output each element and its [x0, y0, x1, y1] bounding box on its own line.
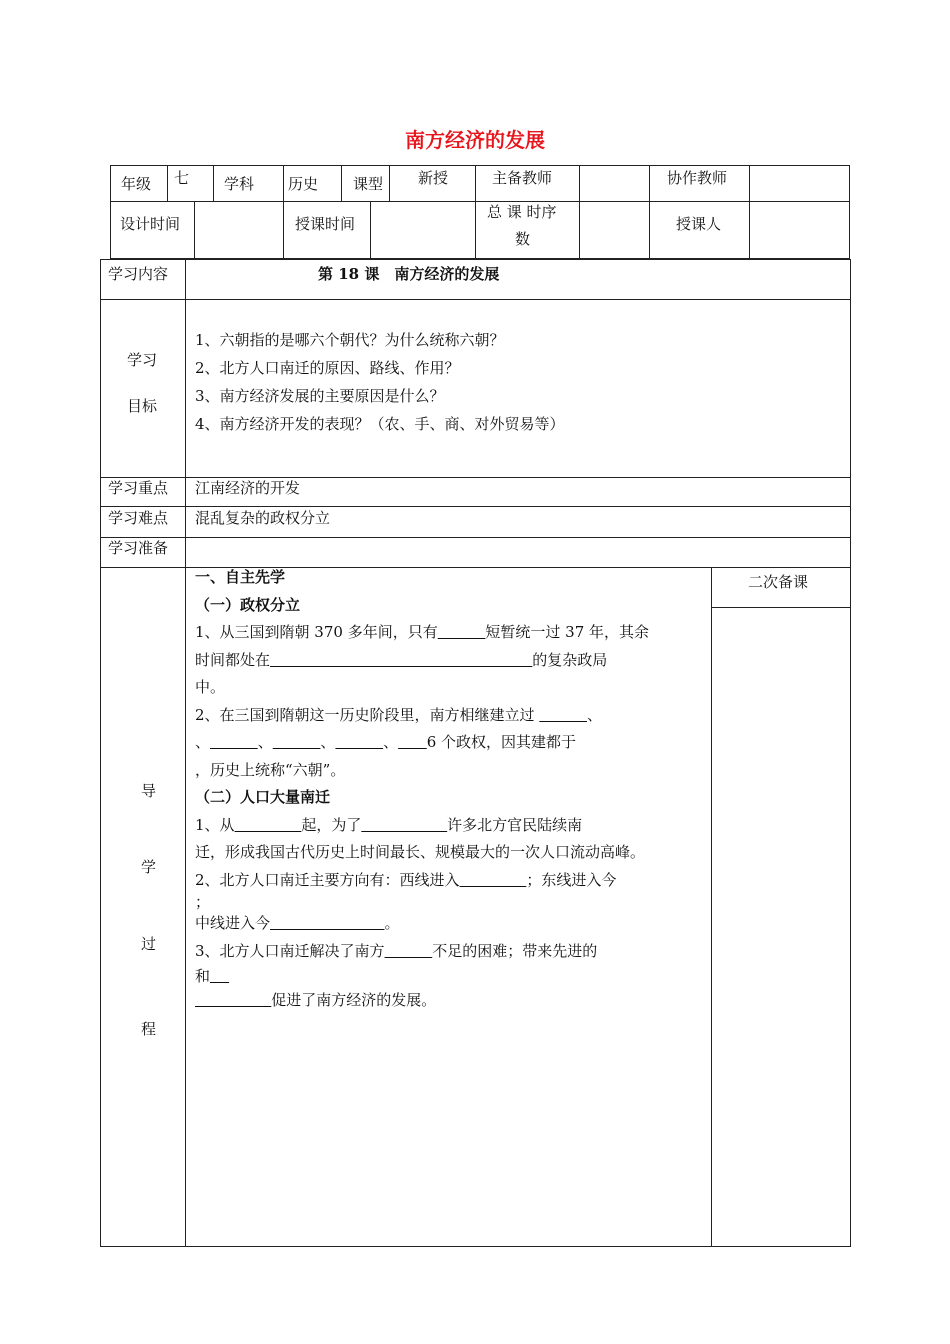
section-heading: 一、自主先学 — [195, 568, 286, 586]
teach-time-label: 授课时间 — [295, 215, 356, 233]
question-line: 2、在三国到隋朝这一历史阶段里，南方相继建立过 、 — [195, 705, 603, 724]
difficulty-value: 混乱复杂的政权分立 — [195, 509, 331, 527]
question-line: 1、从 起，为了 许多北方官民陆续南 — [195, 815, 583, 834]
answer-blank[interactable] — [273, 733, 321, 751]
goals-label-line2: 目标 — [127, 397, 158, 415]
process-label-char: 学 — [141, 858, 157, 876]
question-line: 2、北方人口南迁主要方向有：西线进入 ；东线进入今 — [195, 870, 617, 889]
process-label-char: 导 — [141, 782, 157, 800]
answer-blank[interactable] — [335, 733, 383, 751]
key-point-label: 学习重点 — [108, 479, 169, 497]
preparation-label: 学习准备 — [108, 539, 169, 557]
answer-blank[interactable] — [235, 816, 302, 834]
question-line: 迁，形成我国古代历史上时间最长、规模最大的一次人口流动高峰。 — [195, 843, 646, 861]
total-seq-label-line2: 数 — [515, 230, 531, 248]
content-label: 学习内容 — [108, 265, 169, 283]
main-teacher-label: 主备教师 — [492, 169, 553, 187]
second-prep-header: 二次备课 — [748, 573, 809, 591]
co-teacher-label: 协作教师 — [667, 169, 728, 187]
subject-value: 历史 — [288, 175, 319, 193]
goal-item: 4、南方经济开发的表现？（农、手、商、对外贸易等） — [195, 415, 565, 433]
answer-blank[interactable] — [210, 967, 229, 985]
key-point-value: 江南经济的开发 — [195, 479, 301, 497]
goal-item: 1、六朝指的是哪六个朝代？为什么统称六朝？ — [195, 331, 505, 349]
question-line: 和 — [195, 965, 705, 987]
lesson-type-label: 课型 — [353, 175, 384, 193]
answer-blank[interactable] — [385, 942, 433, 960]
lecturer-label: 授课人 — [676, 215, 722, 233]
answer-blank[interactable] — [438, 623, 486, 641]
question-line: 时间都处在 的复杂政局 — [195, 650, 608, 669]
answer-blank[interactable] — [210, 733, 258, 751]
question-line: ，历史上统称“六朝”。 — [195, 760, 346, 779]
question-line: 3、北方人口南迁解决了南方 不足的困难；带来先进的 — [195, 941, 598, 960]
process-label-char: 过 — [141, 935, 157, 953]
goals-label-line1: 学习 — [127, 351, 158, 369]
process-label-char: 程 — [141, 1020, 157, 1038]
grade-label: 年级 — [121, 175, 152, 193]
question-line: 1、从三国到隋朝 370 多年间，只有 短暂统一过 37 年，其余 — [195, 623, 650, 641]
question-line: 、 、 、 、 6 个政权，因其建都于 — [195, 733, 577, 751]
goal-item: 3、南方经济发展的主要原因是什么？ — [195, 387, 445, 405]
answer-blank[interactable] — [361, 816, 447, 834]
question-line: 中线进入今 。 — [195, 914, 400, 932]
header-table — [110, 165, 850, 259]
question-line: 中。 — [195, 678, 226, 696]
answer-blank[interactable] — [270, 914, 384, 932]
answer-blank[interactable] — [539, 706, 587, 724]
answer-blank[interactable] — [398, 733, 427, 751]
subject-label: 学科 — [224, 175, 255, 193]
lesson-type-value: 新授 — [418, 169, 449, 187]
goals-list — [195, 326, 565, 438]
page-title: 南方经济的发展 — [405, 128, 545, 152]
goal-item: 2、北方人口南迁的原因、路线、作用？ — [195, 359, 460, 377]
difficulty-label: 学习难点 — [108, 509, 169, 527]
question-line: ； — [195, 893, 211, 911]
subsection-heading: （一）政权分立 — [195, 595, 301, 614]
design-time-label: 设计时间 — [120, 215, 181, 233]
process-content — [195, 564, 705, 1015]
lesson-title: 第 18 课 南方经济的发展 — [318, 265, 500, 283]
answer-blank[interactable] — [195, 991, 271, 1009]
grade-value: 七 — [174, 169, 190, 187]
answer-blank[interactable] — [460, 871, 527, 889]
question-line: 促进了南方经济的发展。 — [195, 987, 705, 1015]
subsection-heading: （二）人口大量南迁 — [195, 788, 331, 806]
answer-blank[interactable] — [270, 651, 532, 669]
total-seq-label-line1: 总 课 时序 — [487, 203, 557, 221]
